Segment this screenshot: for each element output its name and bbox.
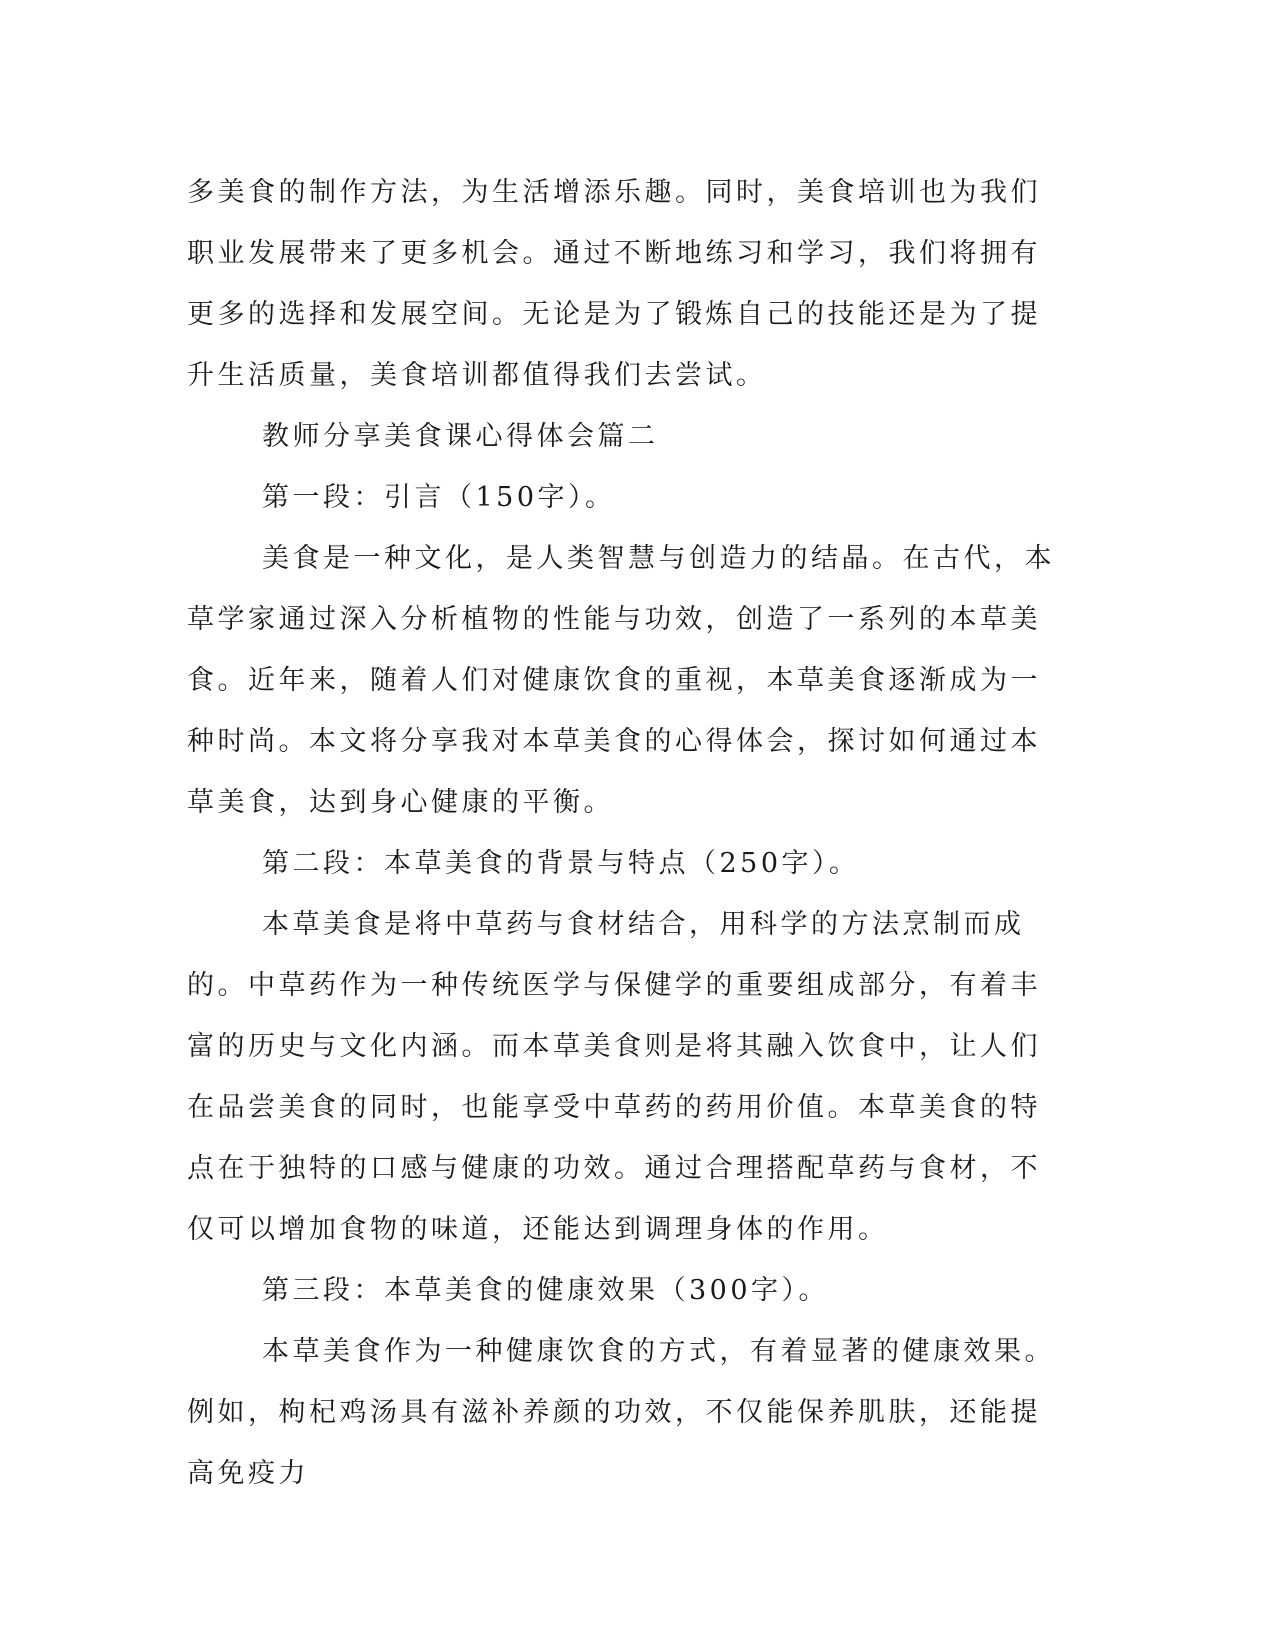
section-heading: 教师分享美食课心得体会篇二 xyxy=(262,421,659,452)
subheading-health-effects: 第三段：本草美食的健康效果（300字）。 xyxy=(262,1275,830,1306)
subheading-background: 第二段：本草美食的背景与特点（250字）。 xyxy=(262,848,860,879)
paragraph-continuation: 多美食的制作方法，为生活增添乐趣。同时，美食培训也为我们职业发展带来了更多机会。通过不断地练习和学习，我们将拥有更多的选择和发展空间。无论是为了锻炼自己的技能还是为了提升生活质量，美食培训都值得我们去尝试。 xyxy=(187,177,1041,391)
subheading-intro: 第一段：引言（150字）。 xyxy=(262,482,616,513)
paragraph-health-effects: 本草美食作为一种健康饮食的方式，有着显著的健康效果。例如，枸杞鸡汤具有滋补养颜的功效，不仅能保养肌肤，还能提高免疫力 xyxy=(187,1336,1055,1489)
paragraph-intro: 美食是一种文化，是人类智慧与创造力的结晶。在古代，本草学家通过深入分析植物的性能与功效，创造了一系列的本草美食。近年来，随着人们对健康饮食的重视，本草美食逐渐成为一种时尚。本文将分享我对本草美食的心得体会，探讨如何通过本草美食，达到身心健康的平衡。 xyxy=(187,543,1055,818)
paragraph-background: 本草美食是将中草药与食材结合，用科学的方法烹制而成的。中草药作为一种传统医学与保健学的重要组成部分，有着丰富的历史与文化内涵。而本草美食则是将其融入饮食中，让人们在品尝美食的同时，也能享受中草药的药用价值。本草美食的特点在于独特的口感与健康的功效。通过合理搭配草药与食材，不仅可以增加食物的味道，还能达到调理身体的作用。 xyxy=(187,909,1041,1245)
document-body xyxy=(187,162,1067,1504)
